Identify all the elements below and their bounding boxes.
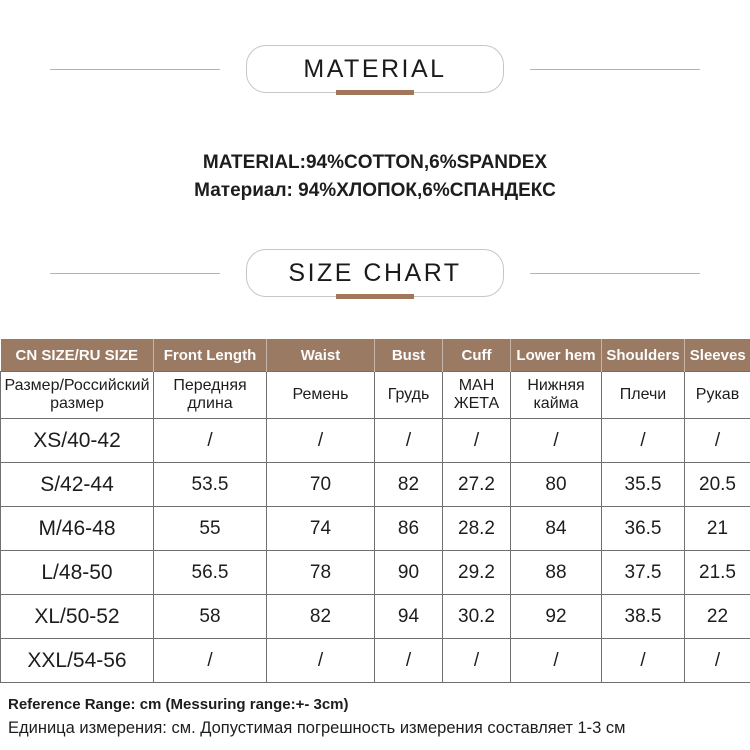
table-cell: 53.5 — [154, 463, 267, 507]
column-header-bust: Bust — [375, 339, 443, 372]
divider-line-left — [50, 273, 220, 274]
table-cell: / — [511, 639, 602, 683]
table-header-row-en — [1, 339, 750, 372]
size-label: XL/50-52 — [1, 595, 154, 639]
table-cell: 22 — [685, 595, 750, 639]
table-cell: / — [375, 639, 443, 683]
size-chart-title-box — [246, 249, 504, 297]
table-cell: 82 — [375, 463, 443, 507]
table-cell: 36.5 — [602, 507, 685, 551]
material-line-ru: Материал: 94%ХЛОПОК,6%СПАНДЕКС — [194, 180, 556, 201]
column-header-waist: Waist — [267, 339, 375, 372]
table-cell: / — [154, 639, 267, 683]
column-header-front-length: Front Length — [154, 339, 267, 372]
table-cell: 37.5 — [602, 551, 685, 595]
table-cell: / — [602, 639, 685, 683]
table-cell: / — [685, 639, 750, 683]
column-header-lower-hem: Lower hem — [511, 339, 602, 372]
divider-line-right — [530, 273, 700, 274]
material-section-header — [0, 0, 750, 93]
table-cell: 56.5 — [154, 551, 267, 595]
column-header-size: CN SIZE/RU SIZE — [1, 339, 154, 372]
column-header-shoulders: Shoulders — [602, 339, 685, 372]
size-label: M/46-48 — [1, 507, 154, 551]
table-cell: 80 — [511, 463, 602, 507]
material-composition — [0, 149, 750, 205]
table-row-s — [1, 463, 750, 507]
material-title-underline — [336, 90, 414, 95]
column-header-ru-bust: Грудь — [375, 372, 443, 419]
table-cell: 20.5 — [685, 463, 750, 507]
size-chart-title-underline — [336, 294, 414, 299]
table-cell: / — [443, 419, 511, 463]
table-row-xl — [1, 595, 750, 639]
table-cell: 78 — [267, 551, 375, 595]
table-cell: 27.2 — [443, 463, 511, 507]
material-title-box — [246, 45, 504, 93]
note-ru: Единица измерения: см. Допустимая погрешность измерения составляет 1-3 см — [8, 719, 626, 737]
table-cell: 88 — [511, 551, 602, 595]
table-cell: 58 — [154, 595, 267, 639]
note-en: Reference Range: cm (Messuring range:+- 3cm) — [8, 696, 349, 713]
table-cell: 70 — [267, 463, 375, 507]
table-cell: / — [154, 419, 267, 463]
size-label: L/48-50 — [1, 551, 154, 595]
size-table — [0, 339, 750, 683]
column-header-ru-sleeves: Рукав — [685, 372, 750, 419]
divider-line-right — [530, 69, 700, 70]
column-header-sleeves: Sleeves — [685, 339, 750, 372]
material-title: MATERIAL — [303, 54, 447, 83]
table-row-m — [1, 507, 750, 551]
column-header-ru-shoulders: Плечи — [602, 372, 685, 419]
table-cell: 30.2 — [443, 595, 511, 639]
column-header-ru-size: Размер/Российский размер — [1, 372, 154, 419]
table-row-l — [1, 551, 750, 595]
table-cell: / — [511, 419, 602, 463]
table-header-row-ru — [1, 372, 750, 419]
size-label: XXL/54-56 — [1, 639, 154, 683]
table-cell: / — [685, 419, 750, 463]
table-cell: 94 — [375, 595, 443, 639]
table-row-xxl — [1, 639, 750, 683]
table-cell: / — [375, 419, 443, 463]
size-label: XS/40-42 — [1, 419, 154, 463]
table-cell: 38.5 — [602, 595, 685, 639]
material-line-en: MATERIAL:94%COTTON,6%SPANDEX — [202, 152, 548, 173]
table-cell: 35.5 — [602, 463, 685, 507]
table-cell: 55 — [154, 507, 267, 551]
column-header-ru-waist: Ремень — [267, 372, 375, 419]
table-cell: 28.2 — [443, 507, 511, 551]
table-cell: 92 — [511, 595, 602, 639]
column-header-ru-front-length: Передняя длина — [154, 372, 267, 419]
divider-line-left — [50, 69, 220, 70]
table-cell: / — [267, 419, 375, 463]
table-cell: 86 — [375, 507, 443, 551]
table-cell: / — [602, 419, 685, 463]
column-header-cuff: Cuff — [443, 339, 511, 372]
column-header-ru-lower-hem: Нижняя кайма — [511, 372, 602, 419]
size-label: S/42-44 — [1, 463, 154, 507]
table-cell: 21 — [685, 507, 750, 551]
table-cell: 21.5 — [685, 551, 750, 595]
table-cell: 90 — [375, 551, 443, 595]
table-row-xs — [1, 419, 750, 463]
measurement-notes — [0, 695, 750, 739]
table-cell: / — [443, 639, 511, 683]
size-chart-title: SIZE CHART — [288, 258, 462, 287]
column-header-ru-cuff: МАН ЖЕТА — [443, 372, 511, 419]
size-chart-section-header — [0, 249, 750, 297]
table-cell: 29.2 — [443, 551, 511, 595]
table-cell: 82 — [267, 595, 375, 639]
table-cell: / — [267, 639, 375, 683]
table-cell: 74 — [267, 507, 375, 551]
table-cell: 84 — [511, 507, 602, 551]
